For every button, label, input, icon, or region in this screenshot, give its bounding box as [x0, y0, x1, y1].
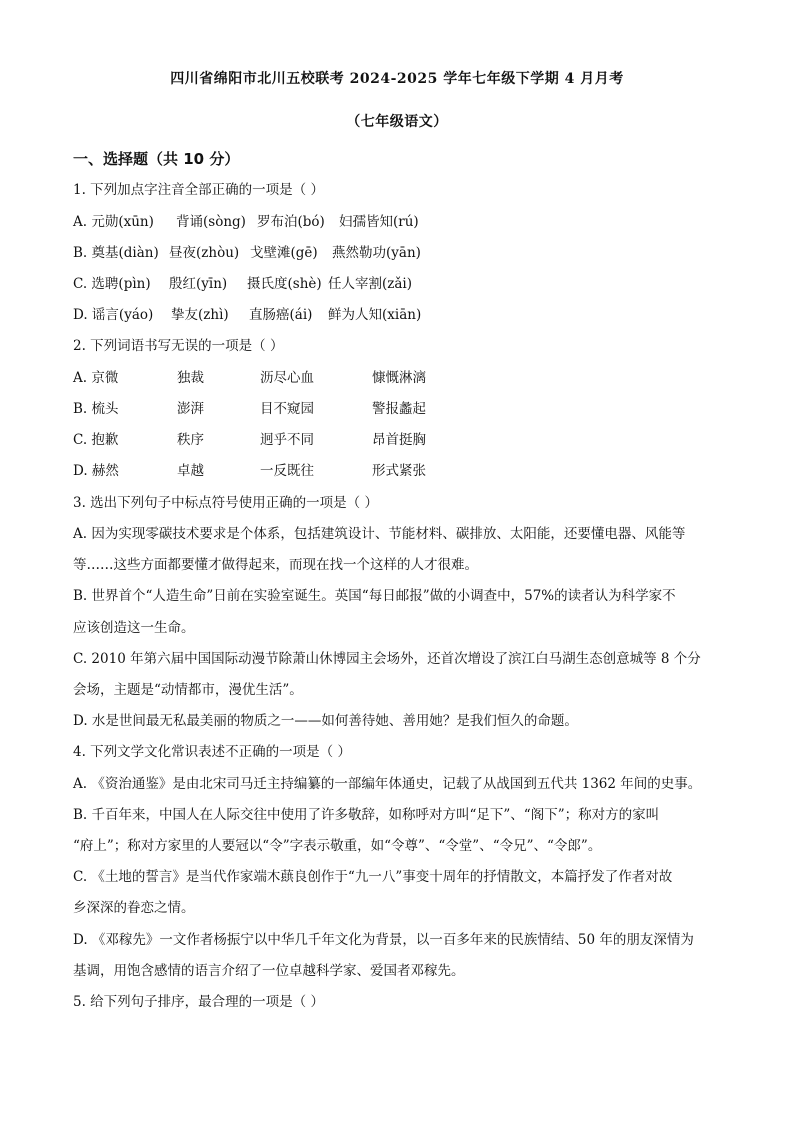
- question-4-stem: 4. 下列文学文化常识表述不正确的一项是（ ）: [73, 744, 351, 760]
- option-cell: 迥乎不同: [260, 432, 314, 448]
- question-3-option-a-cont: 等……这些方面都要懂才做得起来，而现在找一个这样的人才很难。: [73, 557, 478, 573]
- question-3-option-c: C. 2010 年第六届中国国际动漫节除萧山休博园主会场外，还首次增设了滨江白马湖生态创意城等 8 个分: [73, 651, 701, 667]
- option-cell: A. 元勋(xūn): [73, 214, 154, 230]
- question-4-option-b-cont: “府上”；称对方家里的人要冠以“令”字表示敬重，如“令尊”、“令堂”、“令兄”、“令郎”。: [73, 838, 602, 854]
- option-cell: D. 赫然: [73, 463, 119, 479]
- option-cell: 独裁: [177, 370, 204, 386]
- option-cell: 直肠癌(ái): [249, 307, 313, 323]
- question-1-stem: 1. 下列加点字注音全部正确的一项是（ ）: [73, 182, 324, 198]
- question-4-option-b: B. 千百年来，中国人在人际交往中使用了许多敬辞，如称呼对方叫“足下”、“阁下”；称对方的家叫: [73, 807, 660, 823]
- question-5-stem: 5. 给下列句子排序，最合理的一项是（ ）: [73, 994, 324, 1010]
- question-3-option-b-cont: 应该创造这一生命。: [73, 620, 195, 636]
- option-cell: 挚友(zhì): [171, 307, 229, 323]
- option-cell: 昼夜(zhòu): [169, 245, 240, 261]
- option-cell: 背诵(sòng): [176, 214, 246, 230]
- option-cell: A. 京微: [73, 370, 119, 386]
- question-4-option-d: D. 《邓稼先》一文作者杨振宁以中华几千年文化为背景，以一百多年来的民族情结、50 年的朋友深情为: [73, 932, 694, 948]
- option-cell: 任人宰割(zǎi): [328, 276, 413, 292]
- question-3-option-b: B. 世界首个“人造生命”日前在实验室诞生。英国“每日邮报”做的小调查中，57%的读者认为科学家不: [73, 588, 676, 604]
- exam-subtitle: （七年级语文）: [346, 114, 448, 130]
- question-4-option-c: C. 《土地的誓言》是当代作家端木蕻良创作于“九一八”事变十周年的抒情散文，本篇抒发了作者对故: [73, 869, 673, 885]
- option-cell: D. 谣言(yáo): [73, 307, 154, 323]
- option-cell: 澎湃: [177, 401, 204, 417]
- option-cell: 戈壁滩(gē): [250, 245, 318, 261]
- question-4-option-c-cont: 乡深深的眷恋之情。: [73, 900, 195, 916]
- option-cell: 罗布泊(bó): [257, 214, 325, 230]
- question-3-option-a: A. 因为实现零碳技术要求是个体系，包括建筑设计、节能材料、碳排放、太阳能，还要懂电器、风能等: [73, 526, 686, 542]
- option-cell: 形式紧张: [372, 463, 426, 479]
- option-cell: 慷慨淋漓: [372, 370, 426, 386]
- section-heading: 一、选择题（共 10 分）: [73, 150, 240, 168]
- option-cell: C. 选聘(pìn): [73, 276, 151, 292]
- option-cell: 昂首挺胸: [372, 432, 426, 448]
- option-cell: 秩序: [177, 432, 204, 448]
- question-3-option-d: D. 水是世间最无私最美丽的物质之一——如何善待她、善用她？是我们恒久的命题。: [73, 713, 578, 729]
- option-cell: 沥尽心血: [260, 370, 314, 386]
- option-cell: C. 抱歉: [73, 432, 119, 448]
- question-4-option-d-cont: 基调，用饱含感情的语言介绍了一位卓越科学家、爱国者邓稼先。: [73, 963, 465, 979]
- option-cell: 殷红(yīn): [169, 276, 228, 292]
- option-cell: 警报蠡起: [372, 401, 426, 417]
- question-2-stem: 2. 下列词语书写无误的一项是（ ）: [73, 338, 284, 354]
- question-4-option-a: A. 《资治通鉴》是由北宋司马迁主持编纂的一部编年体通史，记载了从战国到五代共 1362 年间的史事。: [73, 776, 702, 792]
- option-cell: 摄氏度(shè): [247, 276, 322, 292]
- option-cell: B. 奠基(diàn): [73, 245, 159, 261]
- option-cell: 卓越: [177, 463, 204, 479]
- exam-title: 四川省绵阳市北川五校联考 2024-2025 学年七年级下学期 4 月月考: [170, 71, 624, 87]
- option-cell: 鲜为人知(xiān): [328, 307, 422, 323]
- option-cell: B. 梳头: [73, 401, 119, 417]
- option-cell: 妇孺皆知(rú): [339, 214, 419, 230]
- question-3-stem: 3. 选出下列句子中标点符号使用正确的一项是（ ）: [73, 495, 378, 511]
- option-cell: 燕然勒功(yān): [332, 245, 421, 261]
- option-cell: 目不窥园: [260, 401, 314, 417]
- question-3-option-c-cont: 会场，主题是“动情都市，漫优生活”。: [73, 682, 303, 698]
- option-cell: 一反既往: [260, 463, 314, 479]
